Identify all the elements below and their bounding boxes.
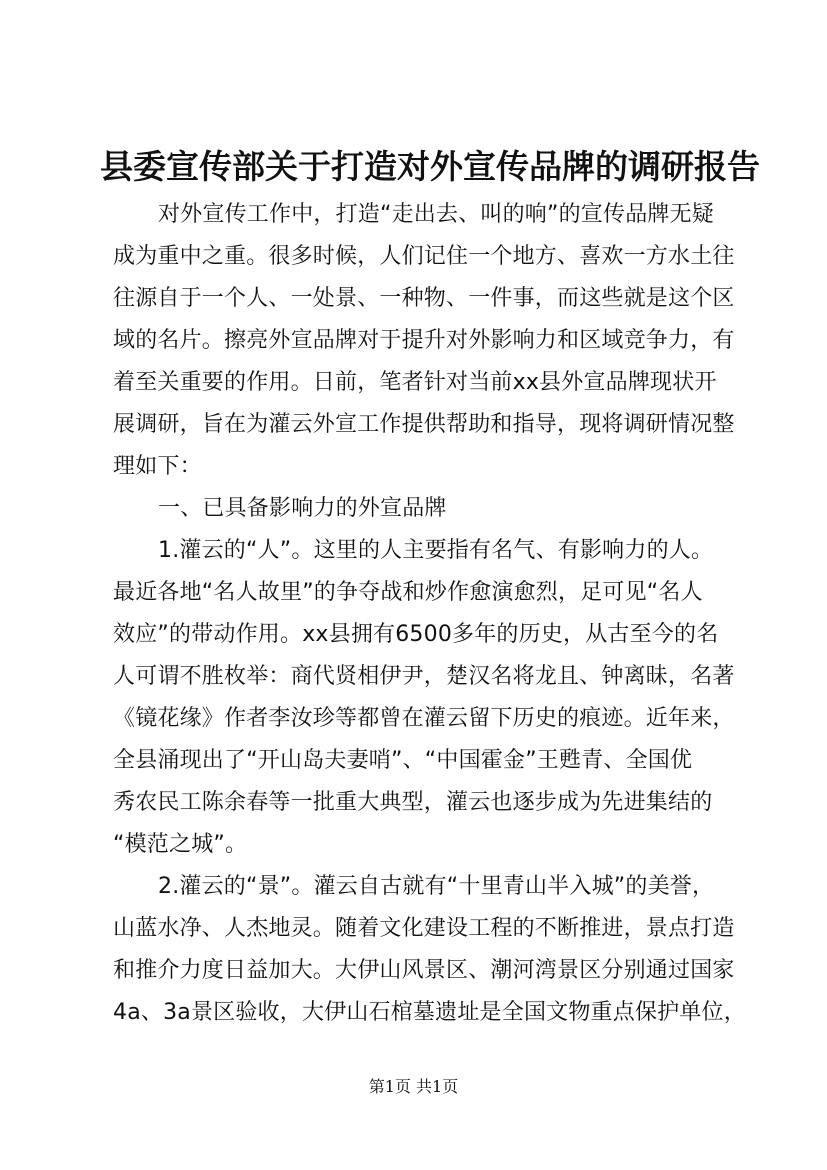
paragraph-line: 全县涌现出了“开山岛夫妻哨”、“中国霍金”王甦青、全国优: [113, 748, 693, 773]
document-body: [113, 194, 746, 1034]
paragraph-line: 域的名片。擦亮外宣品牌对于提升对外影响力和区域竞争力，有: [113, 328, 735, 353]
paragraph-line: 1.灌云的“人”。这里的人主要指有名气、有影响力的人。: [158, 538, 714, 563]
paragraph-line: 最近各地“名人故里”的争夺战和炒作愈演愈烈，足可见“名人: [113, 580, 703, 605]
section-heading: 一、已具备影响力的外宣品牌: [158, 496, 447, 521]
paragraph-line: 2.灌云的“景”。灌云自古就有“十里青山半入城”的美誉，: [158, 874, 715, 899]
paragraph-line: 成为重中之重。很多时候，人们记住一个地方、喜欢一方水土往: [113, 244, 735, 269]
document-title: 县委宣传部关于打造对外宣传品牌的调研报告: [100, 147, 760, 186]
paragraph-line: 和推介力度日益加大。大伊山风景区、潮河湾景区分别通过国家: [113, 958, 735, 983]
paragraph-line: 着至关重要的作用。日前，笔者针对当前xx县外宣品牌现状开: [113, 370, 717, 395]
paragraph-line: 秀农民工陈余春等一批重大典型，灌云也逐步成为先进集结的: [113, 790, 713, 815]
page-number: 第1页 共1页: [368, 1077, 459, 1096]
paragraph-line: 理如下：: [113, 454, 202, 479]
paragraph-line: 展调研，旨在为灌云外宣工作提供帮助和指导，现将调研情况整: [113, 412, 735, 437]
paragraph-line: 效应”的带动作用。xx县拥有6500多年的历史，从古至今的名: [113, 622, 719, 647]
paragraph-line: 4a、3a景区验收，大伊山石棺墓遗址是全国文物重点保护单位，: [113, 1000, 746, 1025]
paragraph-line: 山蓝水净、人杰地灵。随着文化建设工程的不断推进，景点打造: [113, 916, 735, 941]
paragraph-line: 往源自于一个人、一处景、一种物、一件事，而这些就是这个区: [113, 286, 735, 311]
paragraph-line: “模范之城”。: [113, 832, 248, 857]
paragraph-line: 人可谓不胜枚举：商代贤相伊尹，楚汉名将龙且、钟离昧，名著: [113, 664, 735, 689]
paragraph-line: 《镜花缘》作者李汝珍等都曾在灌云留下历史的痕迹。近年来，: [113, 706, 735, 731]
paragraph-line: 对外宣传工作中，打造“走出去、叫的响”的宣传品牌无疑: [158, 202, 714, 227]
